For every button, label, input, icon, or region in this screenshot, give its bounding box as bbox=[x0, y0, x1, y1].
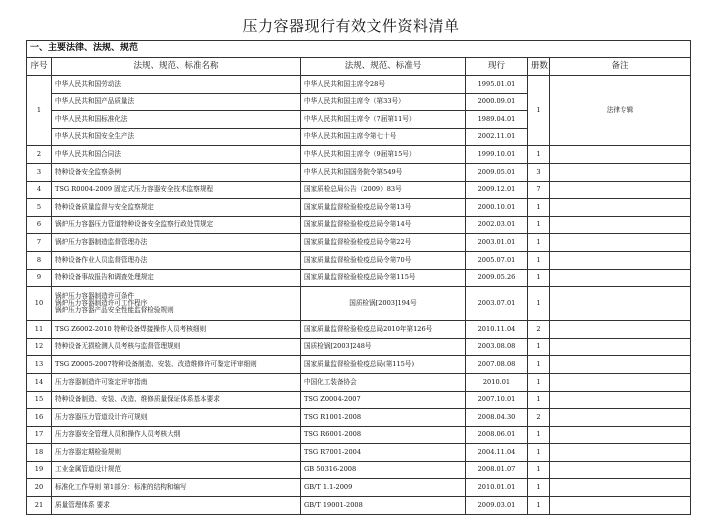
cell-note bbox=[550, 321, 691, 339]
cell-copies: 1 bbox=[528, 251, 550, 269]
cell-name: TSG Z6002-2010 特种设备焊接操作人员考核细则 bbox=[52, 321, 301, 339]
table-row bbox=[27, 391, 691, 409]
table-row bbox=[27, 497, 691, 515]
cell-number: 国家质量监督检验检疫总局令第22号 bbox=[301, 234, 466, 252]
cell-seq: 4 bbox=[27, 181, 52, 199]
cell-name: TSG R0004-2009 固定式压力容器安全技术监察规程 bbox=[52, 181, 301, 199]
cell-number: 国家质检总局公告（2009）83号 bbox=[301, 181, 466, 199]
cell-date: 2002.03.01 bbox=[466, 216, 528, 234]
cell-number: 中华人民共和国主席令（9届第15号） bbox=[301, 146, 466, 164]
cell-note bbox=[550, 444, 691, 462]
cell-seq: 2 bbox=[27, 146, 52, 164]
cell-seq: 9 bbox=[27, 269, 52, 287]
cell-number: TSG Z0004-2007 bbox=[301, 391, 466, 409]
cell-note bbox=[550, 409, 691, 427]
cell-name: 压力容器压力管道设计许可规则 bbox=[52, 409, 301, 427]
table-row bbox=[27, 338, 691, 356]
cell-name: 标准化工作导则 第1部分：标准的结构和编写 bbox=[52, 479, 301, 497]
cell-date: 2003.08.08 bbox=[466, 338, 528, 356]
cell-date: 2009.12.01 bbox=[466, 181, 528, 199]
cell-name: 特种设备质量监督与安全监察规定 bbox=[52, 199, 301, 217]
cell-copies: 1 bbox=[528, 391, 550, 409]
cell-date: 2000.09.01 bbox=[466, 93, 528, 111]
cell-note: 法律专辑 bbox=[550, 76, 691, 146]
table-row bbox=[27, 216, 691, 234]
cell-copies: 1 bbox=[528, 287, 550, 321]
cell-copies: 2 bbox=[528, 321, 550, 339]
cell-number: 国家质量监督检验检疫总局令第14号 bbox=[301, 216, 466, 234]
cell-seq: 3 bbox=[27, 163, 52, 181]
cell-date: 2002.11.01 bbox=[466, 128, 528, 146]
cell-seq: 8 bbox=[27, 251, 52, 269]
cell-copies: 1 bbox=[528, 76, 550, 146]
cell-name: 工业金属管道设计规范 bbox=[52, 461, 301, 479]
cell-name: 特种设备无损检测人员考核与监督管理规则 bbox=[52, 338, 301, 356]
cell-number: TSG R7001-2004 bbox=[301, 444, 466, 462]
cell-number: 国家质量监督检验检疫总局令第70号 bbox=[301, 251, 466, 269]
cell-number: 中华人民共和国主席令（7届第11号） bbox=[301, 111, 466, 129]
cell-name: 压力容器定期检验规则 bbox=[52, 444, 301, 462]
cell-seq: 13 bbox=[27, 356, 52, 374]
cell-note bbox=[550, 163, 691, 181]
cell-note bbox=[550, 461, 691, 479]
table-row bbox=[27, 444, 691, 462]
cell-number: 中华人民共和国国务院令第549号 bbox=[301, 163, 466, 181]
cell-note bbox=[550, 199, 691, 217]
cell-number: 国家质量监督检验检疫总局令第13号 bbox=[301, 199, 466, 217]
cell-note bbox=[550, 287, 691, 321]
cell-date: 1989.04.01 bbox=[466, 111, 528, 129]
cell-number: 中国化工装备协会 bbox=[301, 373, 466, 391]
cell-name: 锅炉压力容器制造监督管理办法 bbox=[52, 234, 301, 252]
cell-seq: 7 bbox=[27, 234, 52, 252]
cell-date: 2010.11.04 bbox=[466, 321, 528, 339]
cell-note bbox=[550, 216, 691, 234]
section-row bbox=[27, 41, 691, 58]
cell-copies: 1 bbox=[528, 338, 550, 356]
cell-number: 国质检锅[2003]194号 bbox=[301, 287, 466, 321]
cell-seq: 10 bbox=[27, 287, 52, 321]
cell-copies: 1 bbox=[528, 216, 550, 234]
cell-date: 2010.01 bbox=[466, 373, 528, 391]
cell-name: 锅炉压力容器压力管道特种设备安全监察行政处罚规定 bbox=[52, 216, 301, 234]
cell-seq: 16 bbox=[27, 409, 52, 427]
cell-seq: 1 bbox=[27, 76, 52, 146]
cell-note bbox=[550, 234, 691, 252]
table-row bbox=[27, 479, 691, 497]
document-table bbox=[26, 40, 691, 515]
cell-date: 2009.05.01 bbox=[466, 163, 528, 181]
cell-number: 中华人民共和国主席令第七十号 bbox=[301, 128, 466, 146]
cell-date: 2008.01.07 bbox=[466, 461, 528, 479]
header-copies: 册数 bbox=[528, 58, 550, 76]
cell-date: 1995.01.01 bbox=[466, 76, 528, 94]
cell-date: 1999.10.01 bbox=[466, 146, 528, 164]
cell-name bbox=[52, 287, 301, 321]
cell-name: 中华人民共和国产品质量法 bbox=[52, 93, 301, 111]
cell-date: 2003.01.01 bbox=[466, 234, 528, 252]
cell-note bbox=[550, 373, 691, 391]
cell-number: TSG R6001-2008 bbox=[301, 426, 466, 444]
cell-seq: 6 bbox=[27, 216, 52, 234]
cell-copies: 3 bbox=[528, 163, 550, 181]
cell-number: GB/T 19001-2008 bbox=[301, 497, 466, 515]
table-row bbox=[27, 251, 691, 269]
cell-number: 国家质量监督检验检疫总局(第115号) bbox=[301, 356, 466, 374]
table-row bbox=[27, 269, 691, 287]
cell-name-line: 锅炉压力容器产品安全性能监督检验规则 bbox=[55, 306, 174, 315]
cell-seq: 20 bbox=[27, 479, 52, 497]
cell-seq: 18 bbox=[27, 444, 52, 462]
cell-name: 压力容器安全管理人员和操作人员考核大纲 bbox=[52, 426, 301, 444]
cell-note bbox=[550, 269, 691, 287]
cell-number: 国质检锅[2003]248号 bbox=[301, 338, 466, 356]
table-row bbox=[27, 373, 691, 391]
cell-note bbox=[550, 181, 691, 199]
cell-date: 2005.07.01 bbox=[466, 251, 528, 269]
cell-copies: 1 bbox=[528, 444, 550, 462]
section-title: 一、主要法律、法规、规范 bbox=[27, 41, 691, 58]
cell-copies: 1 bbox=[528, 479, 550, 497]
cell-seq: 12 bbox=[27, 338, 52, 356]
table-row bbox=[27, 321, 691, 339]
cell-copies: 1 bbox=[528, 199, 550, 217]
cell-seq: 5 bbox=[27, 199, 52, 217]
cell-note bbox=[550, 479, 691, 497]
table-row bbox=[27, 461, 691, 479]
cell-name: 特种设备事故报告和调查处理规定 bbox=[52, 269, 301, 287]
cell-date: 2004.11.04 bbox=[466, 444, 528, 462]
cell-seq: 21 bbox=[27, 497, 52, 515]
cell-date: 2007.08.08 bbox=[466, 356, 528, 374]
cell-name: 压力容器制造许可鉴定评审指南 bbox=[52, 373, 301, 391]
header-current: 现行 bbox=[466, 58, 528, 76]
cell-note bbox=[550, 497, 691, 515]
table-row bbox=[27, 426, 691, 444]
cell-copies: 1 bbox=[528, 426, 550, 444]
cell-copies: 7 bbox=[528, 181, 550, 199]
table-row bbox=[27, 163, 691, 181]
table-row bbox=[27, 287, 691, 321]
cell-number: 国家质量监督检验检疫总局令第115号 bbox=[301, 269, 466, 287]
cell-date: 2003.07.01 bbox=[466, 287, 528, 321]
cell-copies: 1 bbox=[528, 146, 550, 164]
cell-copies: 1 bbox=[528, 461, 550, 479]
cell-name: 质量管理体系 要求 bbox=[52, 497, 301, 515]
cell-date: 2009.05.26 bbox=[466, 269, 528, 287]
cell-note bbox=[550, 426, 691, 444]
header-row bbox=[27, 58, 691, 76]
cell-name-line: 锅炉压力容器制造许可工作程序 bbox=[55, 298, 148, 307]
cell-number: GB 50316-2008 bbox=[301, 461, 466, 479]
cell-seq: 19 bbox=[27, 461, 52, 479]
header-seq: 序号 bbox=[27, 58, 52, 76]
cell-date: 2008.04.30 bbox=[466, 409, 528, 427]
cell-note bbox=[550, 251, 691, 269]
cell-copies: 2 bbox=[528, 409, 550, 427]
cell-number: 中华人民共和国主席令（第33号） bbox=[301, 93, 466, 111]
table-row bbox=[27, 146, 691, 164]
table-row bbox=[27, 356, 691, 374]
cell-name: 中华人民共和国安全生产法 bbox=[52, 128, 301, 146]
table-row bbox=[27, 76, 691, 94]
cell-copies: 1 bbox=[528, 234, 550, 252]
cell-note bbox=[550, 391, 691, 409]
cell-copies: 1 bbox=[528, 497, 550, 515]
table-row bbox=[27, 199, 691, 217]
cell-copies: 1 bbox=[528, 373, 550, 391]
cell-note bbox=[550, 356, 691, 374]
header-name: 法规、规范、标准名称 bbox=[52, 58, 301, 76]
cell-seq: 15 bbox=[27, 391, 52, 409]
cell-number: 中华人民共和国主席令28号 bbox=[301, 76, 466, 94]
cell-number: 国家质量监督检验检疫总局2010年第126号 bbox=[301, 321, 466, 339]
cell-date: 2000.10.01 bbox=[466, 199, 528, 217]
table-row bbox=[27, 409, 691, 427]
header-number: 法规、规范、标准号 bbox=[301, 58, 466, 76]
document-title: 压力容器现行有效文件资料清单 bbox=[242, 17, 460, 35]
cell-date: 2008.06.01 bbox=[466, 426, 528, 444]
cell-name: 中华人民共和国标准化法 bbox=[52, 111, 301, 129]
cell-name: 特种设备安全监察条例 bbox=[52, 163, 301, 181]
cell-note bbox=[550, 338, 691, 356]
cell-name-line: 锅炉压力容器制造许可条件 bbox=[55, 291, 135, 300]
cell-number: GB/T 1.1-2009 bbox=[301, 479, 466, 497]
cell-date: 2010.01.01 bbox=[466, 479, 528, 497]
cell-name: 特种设备制造、安装、改造、维修质量保证体系基本要求 bbox=[52, 391, 301, 409]
cell-date: 2009.03.01 bbox=[466, 497, 528, 515]
cell-name: 中华人民共和国合同法 bbox=[52, 146, 301, 164]
cell-name: TSG Z0005-2007特种设备制造、安装、改造维修许可鉴定评审细则 bbox=[52, 356, 301, 374]
cell-seq: 11 bbox=[27, 321, 52, 339]
cell-date: 2007.10.01 bbox=[466, 391, 528, 409]
cell-name: 中华人民共和国劳动法 bbox=[52, 76, 301, 94]
header-note: 备注 bbox=[550, 58, 691, 76]
cell-seq: 14 bbox=[27, 373, 52, 391]
cell-note bbox=[550, 146, 691, 164]
cell-number: TSG R1001-2008 bbox=[301, 409, 466, 427]
cell-name: 特种设备作业人员监督管理办法 bbox=[52, 251, 301, 269]
table-row bbox=[27, 234, 691, 252]
cell-seq: 17 bbox=[27, 426, 52, 444]
table-row bbox=[27, 181, 691, 199]
cell-copies: 1 bbox=[528, 269, 550, 287]
cell-copies: 1 bbox=[528, 356, 550, 374]
